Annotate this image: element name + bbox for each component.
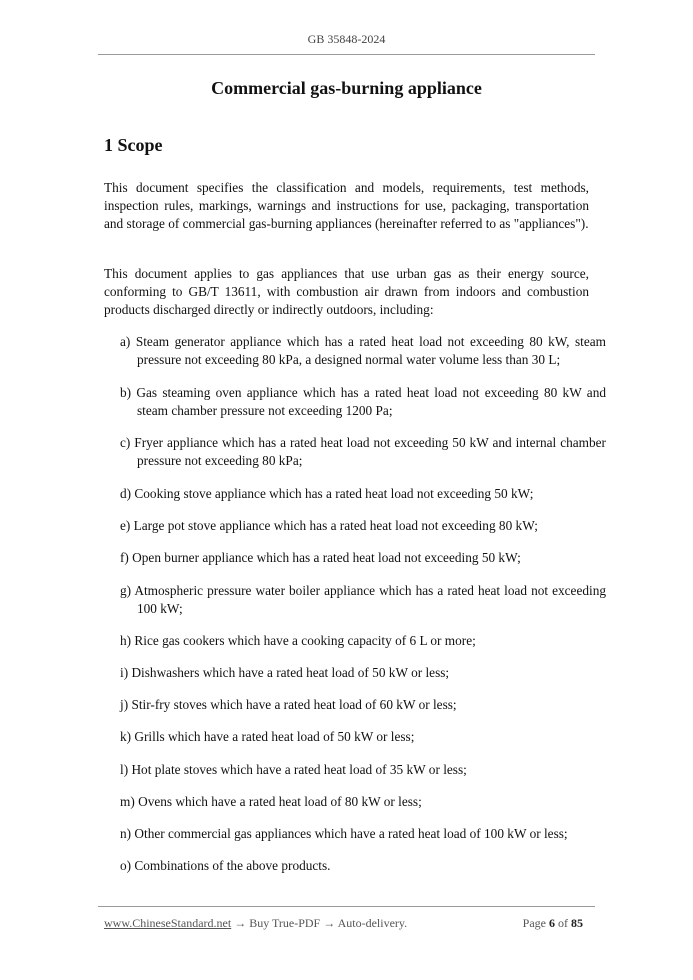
arrow-icon: → [323,916,336,930]
scope-paragraph-1: This document specifies the classification and models, requirements, test methods, inspection rules, markings, warnings and instructions for use, packaging, transportation and storage of commercial gas-burning appliances (hereinafter referred to as "appliances"). [104,180,589,231]
list-item-g: g) Atmospheric pressure water boiler appliance which has a rated heat load not exceeding 100 kW; [120,583,606,616]
buy-true-pdf-text: Buy True-PDF [249,916,321,930]
list-item-k: k) Grills which have a rated heat load of 50 kW or less; [120,729,415,744]
header-divider [98,54,595,55]
document-title: Commercial gas-burning appliance [211,78,482,98]
page-total: 85 [571,916,583,930]
list-item-c: c) Fryer appliance which has a rated heat load not exceeding 50 kW and internal chamber pressure not exceeding 80 kPa; [120,435,606,468]
footer-divider [98,906,595,907]
list-item-f: f) Open burner appliance which has a rated heat load not exceeding 50 kW; [120,550,521,565]
chinesestandard-link[interactable]: www.ChineseStandard.net [104,916,232,930]
running-header: GB 35848-2024 [307,32,386,46]
section-heading-scope: 1 Scope [104,135,163,155]
list-item-o: o) Combinations of the above products. [120,858,331,873]
footer-purchase-line [104,916,407,931]
list-item-m: m) Ovens which have a rated heat load of 80 kW or less; [120,794,422,809]
arrow-icon: → [234,916,247,930]
list-item-e: e) Large pot stove appliance which has a rated heat load not exceeding 80 kW; [120,518,538,533]
list-item-a: a) Steam generator appliance which has a rated heat load not exceeding 80 kW, steam pressure not exceeding 80 kPa, a designed normal water volume less than 30 L; [120,334,606,367]
list-item-i: i) Dishwashers which have a rated heat load of 50 kW or less; [120,665,450,680]
scope-paragraph-2: This document applies to gas appliances that use urban gas as their energy source, conforming to GB/T 13611, with combustion air drawn from indoors and combustion products discharged directly or indirectly outdoors, including: [104,266,589,317]
list-item-h: h) Rice gas cookers which have a cooking capacity of 6 L or more; [120,633,476,648]
list-item-d: d) Cooking stove appliance which has a rated heat load not exceeding 50 kW; [120,486,534,501]
page-current: 6 [549,916,555,930]
list-item-n: n) Other commercial gas appliances which have a rated heat load of 100 kW or less; [120,826,568,841]
page-label: Page [522,916,546,930]
list-item-l: l) Hot plate stoves which have a rated heat load of 35 kW or less; [120,762,467,777]
page-indicator [523,916,583,931]
list-item-j: j) Stir-fry stoves which have a rated heat load of 60 kW or less; [120,697,457,712]
list-item-b: b) Gas steaming oven appliance which has a rated heat load not exceeding 80 kW and steam chamber pressure not exceeding 1200 Pa; [120,385,606,418]
page-of-label: of [558,916,568,930]
auto-delivery-text: Auto-delivery. [337,916,408,930]
